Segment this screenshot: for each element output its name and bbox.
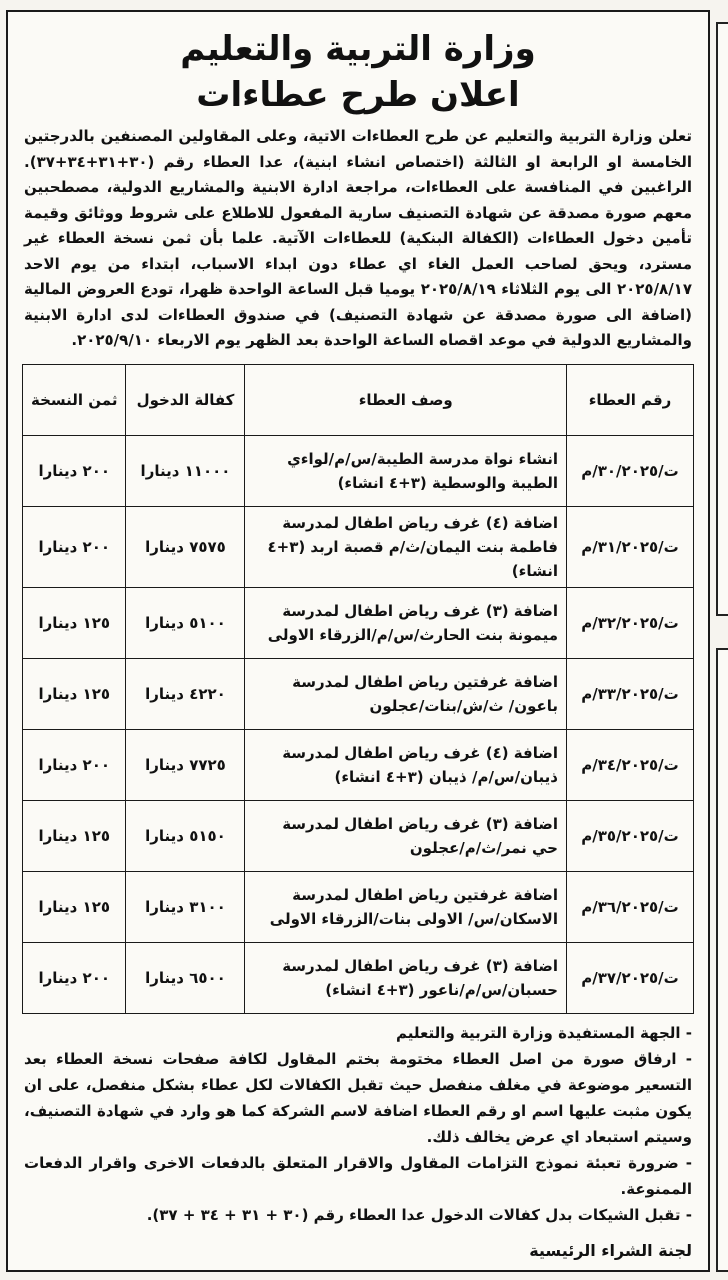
- tender-guarantee: ٧٧٢٥ دينارا: [126, 729, 245, 800]
- tender-notice: [6, 10, 710, 1272]
- tender-price: ١٢٥ دينارا: [23, 871, 126, 942]
- note-form: - ضرورة تعبئة نموذج التزامات المقاول والاقرار المتعلق بالدفعات الاخرى واقرار الدفعات الممنوعة.: [24, 1153, 692, 1198]
- tender-price: ١٢٥ دينارا: [23, 658, 126, 729]
- tender-price: ٢٠٠ دينارا: [23, 729, 126, 800]
- tender-description: انشاء نواة مدرسة الطيبة/س/م/لواءي الطيبة والوسطية (٣+٤ انشاء): [245, 435, 567, 506]
- tender-number: ت/٣٢/٢٠٢٥/م: [567, 587, 694, 658]
- tender-number: ت/٣٧/٢٠٢٥/م: [567, 942, 694, 1013]
- tender-description: اضافة (٤) غرف رياض اطفال لمدرسة ذيبان/س/م/ ذيبان (٣+٤ انشاء): [245, 729, 567, 800]
- tender-number: ت/٣١/٢٠٢٥/م: [567, 506, 694, 587]
- table-row: [23, 942, 694, 1013]
- tender-description: اضافة (٣) غرف رياض اطفال لمدرسة ميمونة بنت الحارث/س/م/الزرقاء الاولى: [245, 587, 567, 658]
- table-row: [23, 871, 694, 942]
- ministry-name: وزارة التربية والتعليم: [180, 29, 536, 69]
- header-description: وصف العطاء: [245, 364, 567, 435]
- tender-price: ٢٠٠ دينارا: [23, 942, 126, 1013]
- tender-guarantee: ١١٠٠٠ دينارا: [126, 435, 245, 506]
- tenders-table: [22, 364, 694, 1014]
- tender-description: اضافة غرفتين رياض اطفال لمدرسة الاسكان/س/ الاولى بنات/الزرقاء الاولى: [245, 871, 567, 942]
- tender-number: ت/٣٤/٢٠٢٥/م: [567, 729, 694, 800]
- table-row: [23, 506, 694, 587]
- tender-description: اضافة (٤) غرف رياض اطفال لمدرسة فاطمة بنت اليمان/ث/م قصبة اربد (٣+٤ انشاء): [245, 506, 567, 587]
- header-number: رقم العطاء: [567, 364, 694, 435]
- tender-description: اضافة (٣) غرف رياض اطفال لمدرسة حي نمر/ث/م/عجلون: [245, 800, 567, 871]
- note-cheques: - تقبل الشيكات بدل كفالات الدخول عدا العطاء رقم (٣٠ + ٣١ + ٣٤ + ٣٧).: [146, 1205, 692, 1224]
- table-row: [23, 435, 694, 506]
- table-row: [23, 658, 694, 729]
- tender-guarantee: ٥١٠٠ دينارا: [126, 587, 245, 658]
- note-attachment: - ارفاق صورة من اصل العطاء مختومة بختم المقاول لكافة صفحات نسخة العطاء بعد التسعير موضوعة في مغلف منفصل حيث تقبل الكفالات لكل عطاء بشكل منفصل، على ان يكون مثبت عليها اسم او رقم العطاء اضافة لاسم الشركة كما هو وارد في شهادة التصنيف، وسيتم استبعاد اي عرض يخالف ذلك.: [24, 1049, 692, 1146]
- tender-description: اضافة (٣) غرف رياض اطفال لمدرسة حسبان/س/م/ناعور (٣+٤ انشاء): [245, 942, 567, 1013]
- table-row: [23, 800, 694, 871]
- tender-number: ت/٣٠/٢٠٢٥/م: [567, 435, 694, 506]
- committee-signoff: لجنة الشراء الرئيسية: [529, 1240, 692, 1260]
- header-guarantee: كفالة الدخول: [126, 364, 245, 435]
- tender-number: ت/٣٥/٢٠٢٥/م: [567, 800, 694, 871]
- intro-paragraph: تعلن وزارة التربية والتعليم عن طرح العطاءات الاتية، وعلى المقاولين المصنفين بالدرجتين الخامسة او الرابعة او الثالثة (اختصاص انشاء ابنية)، عدا العطاء رقم (٣٠+٣١+٣٤+٣٧). الراغبين في المنافسة على العطاءات، مراجعة ادارة الابنية والمشاريع الدولية، مصطحبين معهم صورة مصدقة عن شهادة التصنيف سارية المفعول للاطلاع على شروط ووثائق وقيمة تأمين دخول العطاءات (الكفالة البنكية) للعطاءات الآتية. علما بأن ثمن نسخة العطاء غير مسترد، ويحق لصاحب العمل الغاء اي عطاء دون ابداء الاسباب، ابتداء من يوم الاحد ٢٠٢٥/٨/١٧ الى يوم الثلاثاء ٢٠٢٥/٨/١٩ يوميا قبل الساعة الواحدة ظهرا، تودع العروض المالية (اضافة الى صورة مصدقة عن شهادة التصنيف) في صندوق العطاءات لدى ادارة الابنية والمشاريع الدولية في موعد اقصاه الساعة الواحدة بعد الظهر يوم الاربعاء ٢٠٢٥/٩/١٠.: [24, 127, 692, 349]
- tender-number: ت/٣٣/٢٠٢٥/م: [567, 658, 694, 729]
- tender-guarantee: ٤٢٢٠ دينارا: [126, 658, 245, 729]
- notes-section: [24, 1020, 692, 1228]
- tender-number: ت/٣٦/٢٠٢٥/م: [567, 871, 694, 942]
- table-row: [23, 587, 694, 658]
- tender-guarantee: ٥١٥٠ دينارا: [126, 800, 245, 871]
- table-header-row: [23, 364, 694, 435]
- tender-price: ٢٠٠ دينارا: [23, 506, 126, 587]
- tender-guarantee: ٧٥٧٥ دينارا: [126, 506, 245, 587]
- notice-title: اعلان طرح عطاءات: [196, 75, 520, 115]
- tender-guarantee: ٦٥٠٠ دينارا: [126, 942, 245, 1013]
- header-price: ثمن النسخة: [23, 364, 126, 435]
- table-row: [23, 729, 694, 800]
- note-beneficiary: - الجهة المستفيدة وزارة التربية والتعليم: [396, 1023, 692, 1042]
- tender-price: ٢٠٠ دينارا: [23, 435, 126, 506]
- tender-price: ١٢٥ دينارا: [23, 800, 126, 871]
- tender-guarantee: ٣١٠٠ دينارا: [126, 871, 245, 942]
- tender-description: اضافة غرفتين رياض اطفال لمدرسة باعون/ ث/ش/بنات/عجلون: [245, 658, 567, 729]
- tender-price: ١٢٥ دينارا: [23, 587, 126, 658]
- adjacent-ad-border-top: [716, 22, 728, 616]
- adjacent-ad-border-bottom: [716, 648, 728, 1272]
